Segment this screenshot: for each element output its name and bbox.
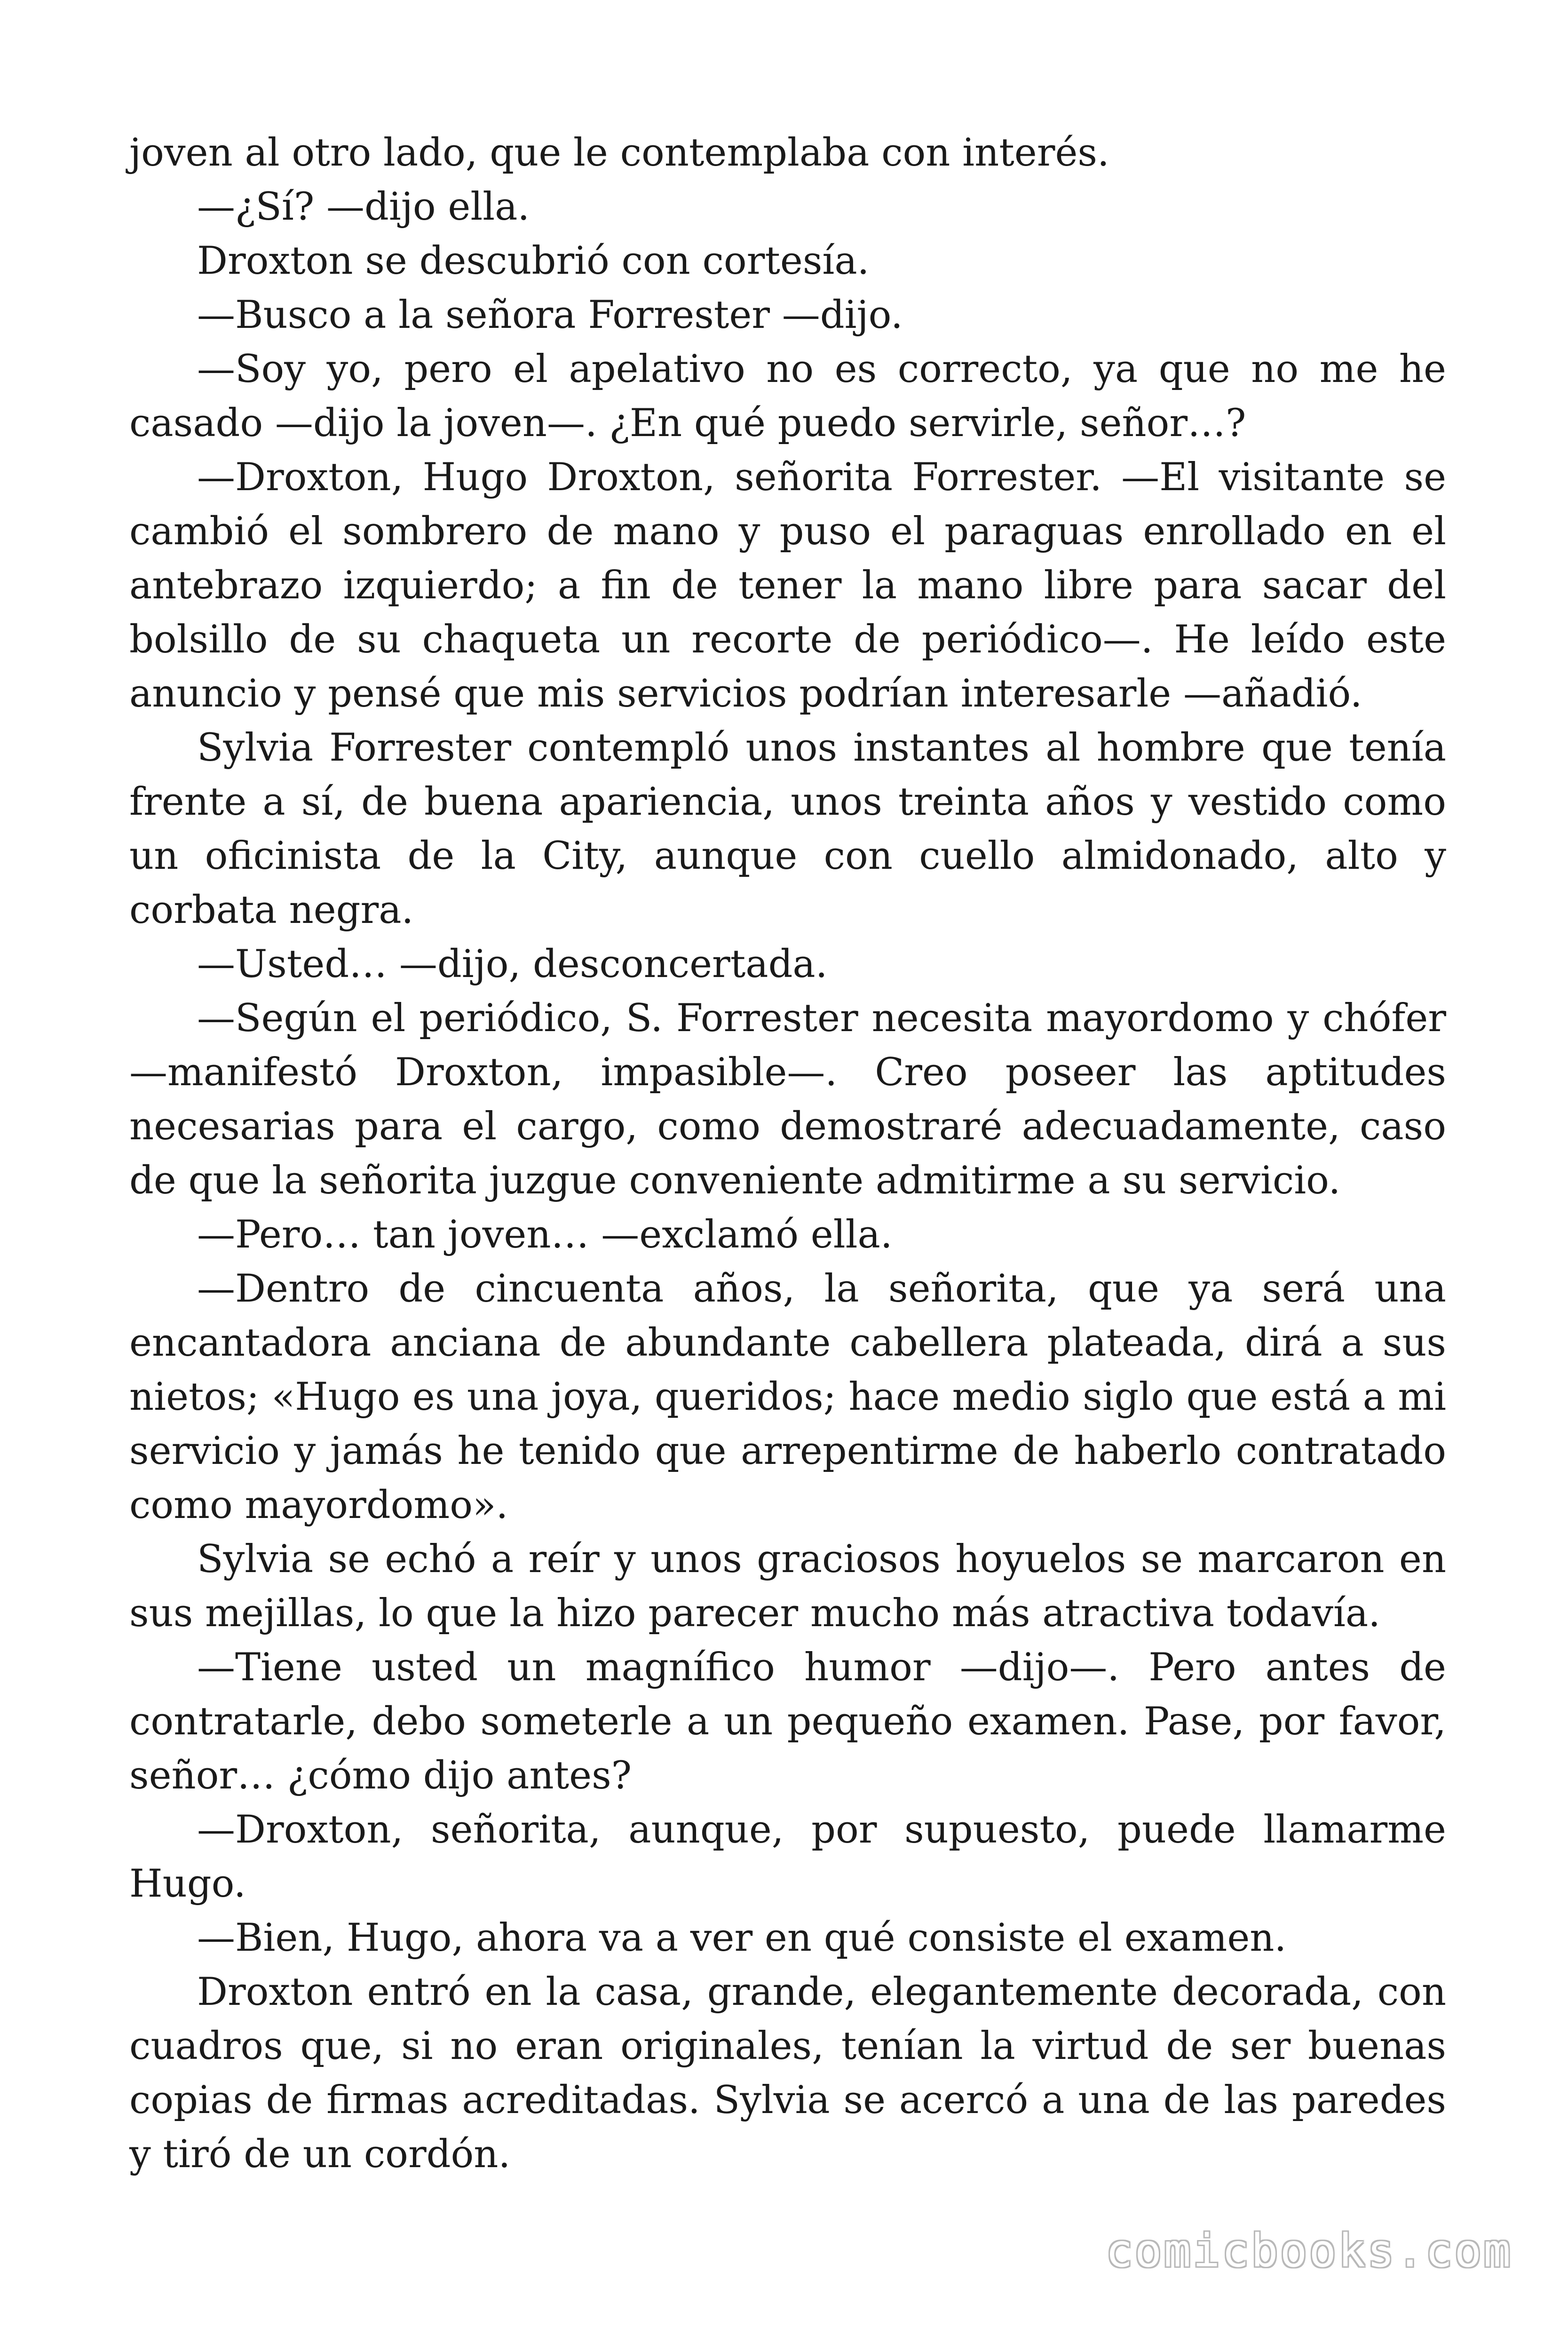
paragraph-4: —Busco a la señora Forrester —dijo.	[197, 293, 903, 337]
paragraph-11: —Dentro de cincuenta años, la señorita, que ya será una encantadora anciana de abundante cabellera plateada, dirá a sus nietos; «Hugo es una joya, queridos; hace medio siglo que está a mi servicio y jamás he tenido que arrepentirme de haberlo contratado como mayordomo».	[129, 1267, 1446, 1527]
site-watermark: comicbooks.com	[1105, 2225, 1513, 2277]
paragraph-3: Droxton se descubrió con cortesía.	[197, 239, 870, 283]
paragraph-1: joven al otro lado, que le contemplaba con interés.	[129, 131, 1109, 175]
paragraph-6: —Droxton, Hugo Droxton, señorita Forrester. —El visitante se cambió el sombrero de mano y puso el paraguas enrollado en el antebrazo izquierdo; a fin de tener la mano libre para sacar del bolsillo de su chaqueta un recorte de periódico—. He leído este anuncio y pensé que mis servicios podrían interesarle —añadió.	[129, 455, 1446, 716]
paragraph-14: —Droxton, señorita, aunque, por supuesto, puede llamarme Hugo.	[129, 1808, 1446, 1906]
paragraph-5: —Soy yo, pero el apelativo no es correcto, ya que no me he casado —dijo la joven—. ¿En qué puedo servirle, señor…?	[129, 347, 1446, 445]
paragraph-12: Sylvia se echó a reír y unos graciosos hoyuelos se marcaron en sus mejillas, lo que la hizo parecer mucho más atractiva todavía.	[129, 1537, 1446, 1636]
paragraph-10: —Pero… tan joven… —exclamó ella.	[197, 1213, 893, 1257]
paragraph-8: —Usted… —dijo, desconcertada.	[197, 942, 828, 986]
paragraph-13: —Tiene usted un magnífico humor —dijo—. Pero antes de contratarle, debo someterle a un pequeño examen. Pase, por favor, señor… ¿cómo dijo antes?	[129, 1645, 1446, 1798]
paragraph-15: —Bien, Hugo, ahora va a ver en qué consiste el examen.	[197, 1916, 1287, 1960]
book-page-text	[129, 126, 1446, 2182]
paragraph-7: Sylvia Forrester contempló unos instantes al hombre que tenía frente a sí, de buena apariencia, unos treinta años y vestido como un oficinista de la City, aunque con cuello almidonado, alto y corbata negra.	[129, 726, 1446, 932]
paragraph-16: Droxton entró en la casa, grande, elegantemente decorada, con cuadros que, si no eran originales, tenían la virtud de ser buenas copias de firmas acreditadas. Sylvia se acercó a una de las paredes y tiró de un cordón.	[129, 1970, 1446, 2177]
paragraph-2: —¿Sí? —dijo ella.	[197, 185, 530, 229]
paragraph-9: —Según el periódico, S. Forrester necesita mayordomo y chófer —manifestó Droxton, impasible—. Creo poseer las aptitudes necesarias para el cargo, como demostraré adecuadamente, caso de que la señorita juzgue conveniente admitirme a su servicio.	[129, 996, 1446, 1203]
